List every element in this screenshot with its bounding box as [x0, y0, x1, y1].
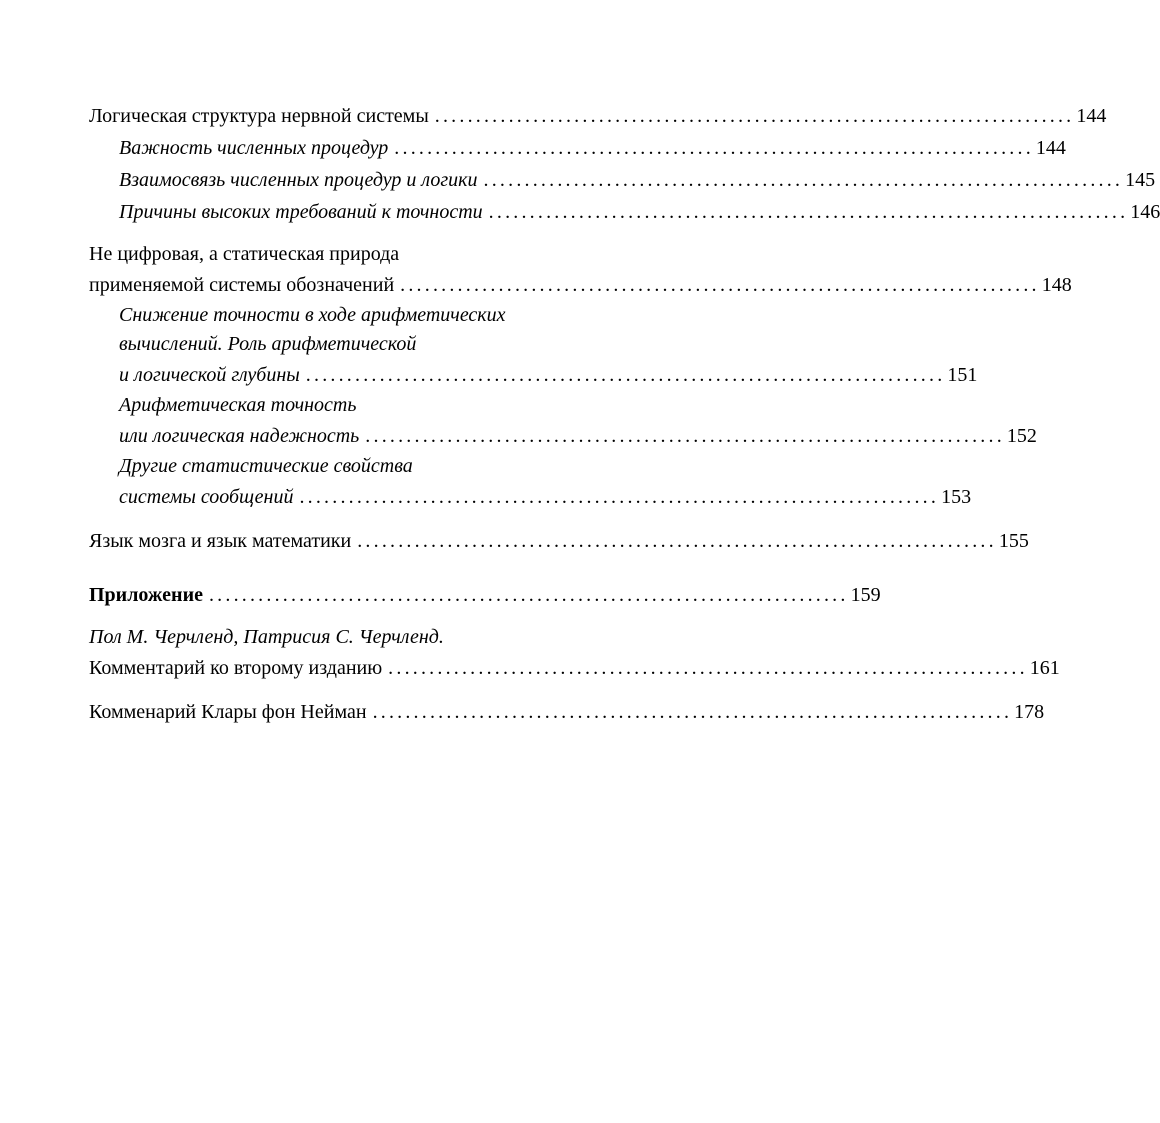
toc-entry	[89, 696, 1045, 728]
table-of-contents	[89, 100, 1160, 728]
leader-dots: ..............................................................................	[208, 584, 849, 606]
toc-entry	[89, 525, 1029, 557]
leader-dots: ..............................................................................	[434, 105, 1075, 127]
leader-dots: ..............................................................................	[394, 137, 1034, 159]
leader-dots: ..............................................................................	[388, 657, 1028, 679]
toc-entry	[89, 652, 1060, 684]
leader-dots: ..............................................................................	[299, 486, 940, 508]
leader-dots: ..............................................................................	[400, 274, 1040, 296]
toc-subentry	[89, 196, 1160, 228]
toc-entry-page: 159	[850, 584, 881, 606]
toc-entry-page: 178	[1014, 701, 1045, 723]
toc-entry-page: 155	[998, 530, 1029, 552]
leader-dots: ..............................................................................	[357, 530, 997, 552]
spacer	[89, 557, 578, 579]
toc-subentry-line: Арифметическая точность	[119, 394, 357, 416]
spacer	[89, 228, 578, 240]
toc-subentry-page: 145	[1125, 169, 1156, 191]
toc-subentry	[89, 359, 978, 391]
toc-entry	[89, 269, 1072, 301]
toc-entry-title: применяемой системы обозначений	[89, 274, 395, 296]
spacer	[89, 513, 578, 525]
toc-entry-line: Не цифровая, а статическая природа	[89, 243, 400, 265]
toc-entry-title: Комменарий Клары фон Нейман	[89, 701, 367, 723]
leader-dots: ..............................................................................	[365, 425, 1005, 447]
leader-dots: ..............................................................................	[483, 169, 1124, 191]
toc-subentry-page: 144	[1035, 137, 1066, 159]
toc-entry	[89, 100, 1107, 132]
toc-entry-page: 148	[1041, 274, 1072, 296]
toc-subentry-title: и логической глубины	[119, 364, 300, 386]
toc-entry-title: Логическая структура нервной системы	[89, 105, 429, 127]
toc-subentry-line: вычислений. Роль арифметической	[119, 333, 417, 355]
leader-dots: ..............................................................................	[488, 201, 1129, 223]
toc-subentry-title: или логическая надежность	[119, 425, 360, 447]
toc-subentry-title: Взаимосвязь численных процедур и логики	[119, 169, 478, 191]
toc-subentry-line: Другие статистические свойства	[119, 455, 413, 477]
toc-entry-page: 161	[1029, 657, 1060, 679]
toc-entry-title: Приложение	[89, 584, 203, 606]
toc-subentry	[89, 420, 1037, 452]
toc-subentry-title: системы сообщений	[119, 486, 294, 508]
toc-subentry-page: 152	[1006, 425, 1037, 447]
toc-subentry-page: 146	[1130, 201, 1160, 223]
spacer	[89, 611, 578, 623]
toc-subentry-page: 151	[947, 364, 978, 386]
toc-subentry-page: 153	[941, 486, 972, 508]
leader-dots: ..............................................................................	[305, 364, 946, 386]
toc-entry-page: 144	[1076, 105, 1107, 127]
toc-subentry-title: Важность численных процедур	[119, 137, 389, 159]
toc-entry-title: Комментарий ко второму изданию	[89, 657, 383, 679]
toc-subentry	[89, 132, 1066, 164]
toc-entry-authors: Пол М. Черчленд, Патрисия С. Черчленд.	[89, 626, 444, 648]
toc-entry	[89, 579, 881, 611]
toc-subentry-title: Причины высоких требований к точности	[119, 201, 483, 223]
toc-entry-title: Язык мозга и язык математики	[89, 530, 352, 552]
spacer	[89, 684, 578, 696]
toc-subentry-line: Снижение точности в ходе арифметических	[119, 304, 506, 326]
toc-subentry	[89, 481, 972, 513]
toc-subentry	[89, 164, 1156, 196]
leader-dots: ..............................................................................	[372, 701, 1013, 723]
